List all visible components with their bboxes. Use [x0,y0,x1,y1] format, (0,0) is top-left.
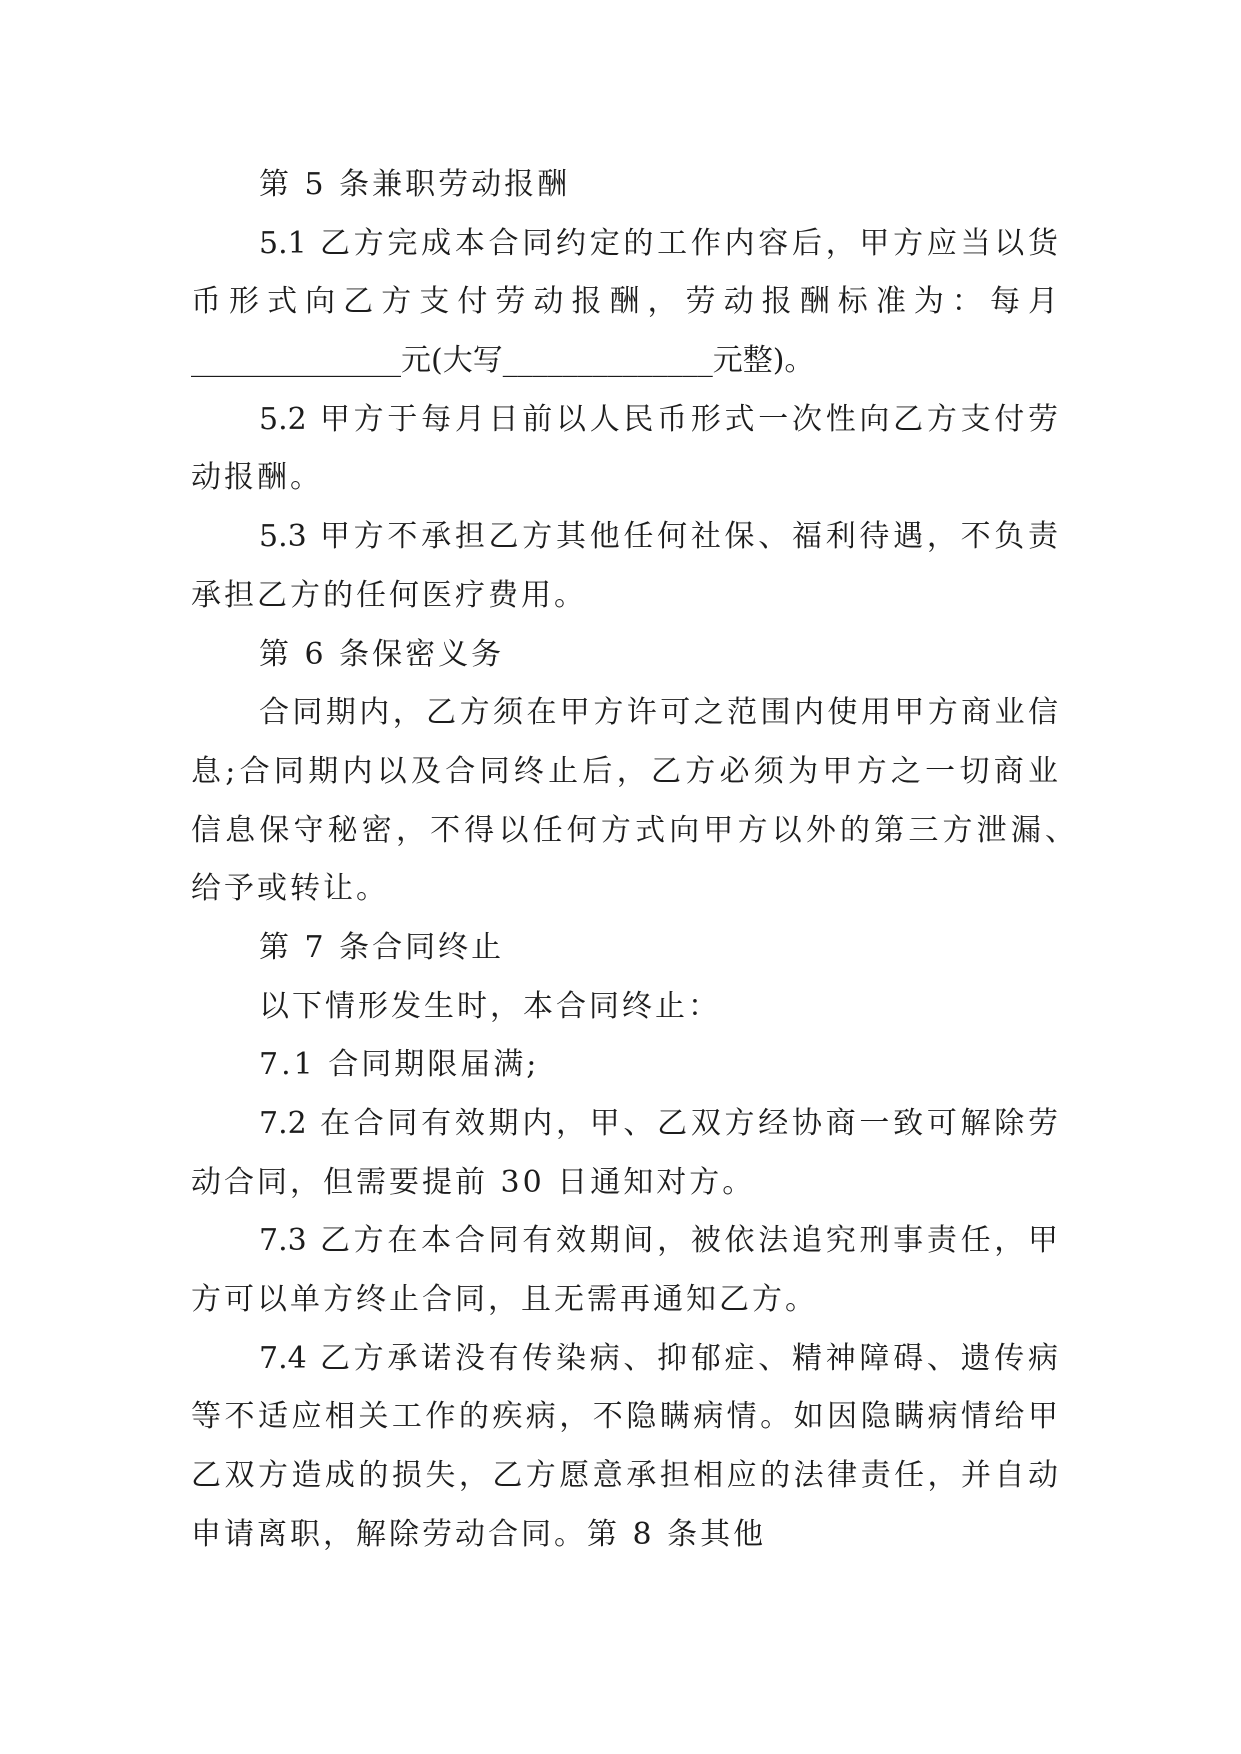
clause-7-1-line: 7.1 合同期限届满; [259,1047,540,1083]
clause-7-4-line: 7.4 乙方承诺没有传染病、抑郁症、精神障碍、遗传病 [259,1340,1058,1376]
clause-7-4-line: 乙双方造成的损失，乙方愿意承担相应的法律责任，并自动 [191,1458,1058,1494]
clause-5-1-line: 币形式向乙方支付劳动报酬，劳动报酬标准为：每月 [191,284,1058,320]
article-6-heading: 第 6 条保密义务 [259,636,505,672]
article-5-heading: 第 5 条兼职劳动报酬 [259,167,571,202]
clause-7-2-line: 7.2 在合同有效期内，甲、乙双方经协商一致可解除劳 [259,1106,1058,1141]
article-7-heading: 第 7 条合同终止 [259,929,505,965]
clause-5-2-line: 5.2 甲方于每月日前以人民币形式一次性向乙方支付劳 [259,401,1058,437]
clause-7-2-line: 动合同，但需要提前 30 日通知对方。 [191,1164,756,1200]
clause-5-3-line: 5.3 甲方不承担乙方其他任何社保、福利待遇，不负责 [259,519,1058,555]
clause-7-3-line: 7.3 乙方在本合同有效期间，被依法追究刑事责任，甲 [259,1223,1058,1259]
clause-7-3-line: 方可以单方终止合同，且无需再通知乙方。 [191,1282,818,1318]
article-6-body-line: 信息保守秘密，不得以任何方式向甲方以外的第三方泄漏、 [191,812,1075,848]
article-6-body-line: 合同期内，乙方须在甲方许可之范围内使用甲方商业信 [259,695,1058,731]
article-7-intro-line: 以下情形发生时，本合同终止： [259,988,721,1024]
article-6-body-line: 息;合同期内以及合同终止后，乙方必须为甲方之一切商业 [191,753,1058,789]
article-6-body-line: 给予或转让。 [191,871,389,907]
salary-blank-line: ______________元(大写______________元整)。 [191,343,815,379]
clause-5-3-line: 承担乙方的任何医疗费用。 [191,577,587,613]
clause-5-1-line: 5.1 乙方完成本合同约定的工作内容后，甲方应当以货 [259,225,1058,261]
clause-5-2-line: 动报酬。 [191,460,323,496]
clause-7-4-line: 等不适应相关工作的疾病，不隐瞒病情。如因隐瞒病情给甲 [191,1399,1058,1435]
clause-7-4-line: 申请离职，解除劳动合同。第 8 条其他 [191,1516,767,1552]
